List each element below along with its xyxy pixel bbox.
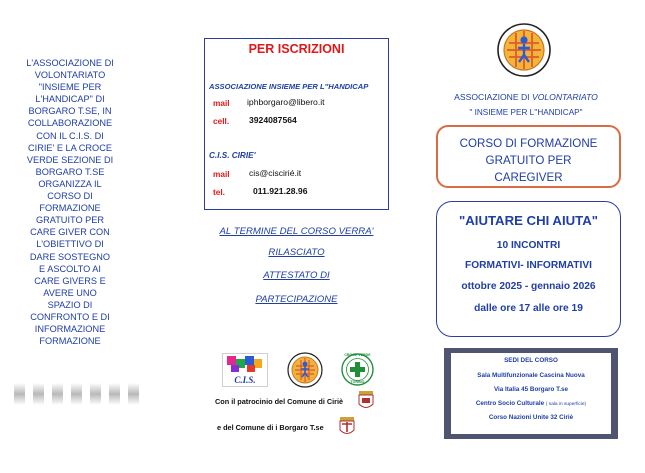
croce-verde-top-text: CROCE VERDE — [344, 353, 371, 357]
stripe — [52, 383, 63, 405]
venue-note: ( sala in superficie) — [545, 402, 587, 407]
certificate-line: RILASCIATO — [268, 247, 325, 258]
stripe — [128, 383, 139, 405]
program-line: 10 INCONTRI — [496, 240, 561, 251]
croce-verde-logo — [341, 353, 374, 386]
stripe — [109, 383, 120, 405]
tel-number: 011.921.28.96 — [253, 186, 308, 196]
association-prefix: ASSOCIAZIONE DI — [454, 92, 532, 102]
cell-label: cell. — [213, 116, 230, 126]
venue-line: Corso Nazioni Unite 32 Ciriè — [488, 414, 574, 421]
cirie-crest-icon — [357, 391, 375, 411]
certificate-line: AL TERMINE DEL CORSO VERRA' — [219, 226, 374, 237]
decorative-stripes — [14, 383, 138, 405]
stripe — [33, 383, 44, 405]
association-name: " INSIEME PER L''HANDICAP" — [469, 108, 583, 117]
stripe — [71, 383, 82, 405]
insieme-handicap-logo — [287, 352, 323, 388]
venues-title: SEDI DEL CORSO — [504, 357, 558, 364]
patronage-cirie: Con il patrocinio del Comune di Ciriè — [215, 397, 344, 406]
venues-panel — [451, 353, 611, 434]
venues-box — [444, 348, 618, 439]
mail-label: mail — [213, 169, 230, 179]
program-title: "AIUTARE CHI AIUTA" — [459, 213, 598, 228]
association-label — [438, 92, 614, 102]
stripe — [90, 383, 101, 405]
tel-label: tel. — [213, 187, 225, 197]
borgaro-crest-icon — [338, 417, 356, 437]
venue-line — [451, 400, 611, 407]
certificate-line: ATTESTATO DI — [263, 270, 330, 281]
program-hours: dalle ore 17 alle ore 19 — [474, 303, 583, 314]
venue-line: Sala Multifunzionale Cascina Nuova — [477, 372, 585, 379]
program-box — [436, 201, 621, 337]
email-link-insieme[interactable]: iphborgaro@libero.it — [247, 97, 325, 107]
handicap-emblem-icon — [287, 352, 323, 388]
cis-logo — [222, 353, 268, 387]
registration-box — [204, 38, 389, 210]
course-box — [436, 125, 621, 188]
patronage-borgaro: e del Comune di i Borgaro T.se — [217, 423, 324, 432]
mail-label: mail — [213, 98, 230, 108]
croce-verde-bottom-text: TORINO — [350, 380, 365, 384]
course-title: CORSO DI FORMAZIONE GRATUITO PER CAREGIVER — [459, 137, 598, 184]
venue-line: Via Italia 45 Borgaro T.se — [493, 386, 569, 393]
org-insieme-name: ASSOCIAZIONE INSIEME PER L''HANDICAP — [209, 82, 369, 91]
cis-logo-text: C.I.S. — [234, 375, 256, 385]
intro-text: L'ASSOCIAZIONE DI VOLONTARIATO "INSIEME PER L'HANDICAP" DI BORGARO T.SE, IN COLLABORAZIONE CON IL C.I.S. DI CIRIE' E LA CROCE VERDE SEZIONE DI BORGARO T.SE ORGANIZZA IL CORSO DI FORMAZIONE GRATUITO PER CARE GIVER CON L'OBIETTIVO DI DARE SOSTEGNO E ASCOLTO AI CARE GIVERS E AVERE UNO SPAZIO DI CONFRONTO E DI INFORMAZIONE FORMAZIONE — [26, 58, 114, 347]
venue-main: Centro Socio Culturale — [475, 400, 545, 407]
cell-number: 3924087564 — [249, 115, 297, 125]
program-dates: ottobre 2025 - gennaio 2026 — [461, 281, 596, 292]
insieme-handicap-logo-large — [497, 23, 551, 77]
org-cis-name: C.I.S. CIRIE' — [209, 151, 256, 160]
registration-title: PER ISCRIZIONI — [248, 42, 345, 56]
stripe — [14, 383, 25, 405]
handicap-emblem-icon — [497, 23, 551, 77]
program-line: FORMATIVI- INFORMATIVI — [465, 260, 592, 271]
association-italic: VOLONTARIATO — [531, 92, 598, 102]
certificate-line: PARTECIPAZIONE — [255, 294, 338, 305]
email-link-cis[interactable]: cis@ciscirié.it — [249, 168, 302, 178]
